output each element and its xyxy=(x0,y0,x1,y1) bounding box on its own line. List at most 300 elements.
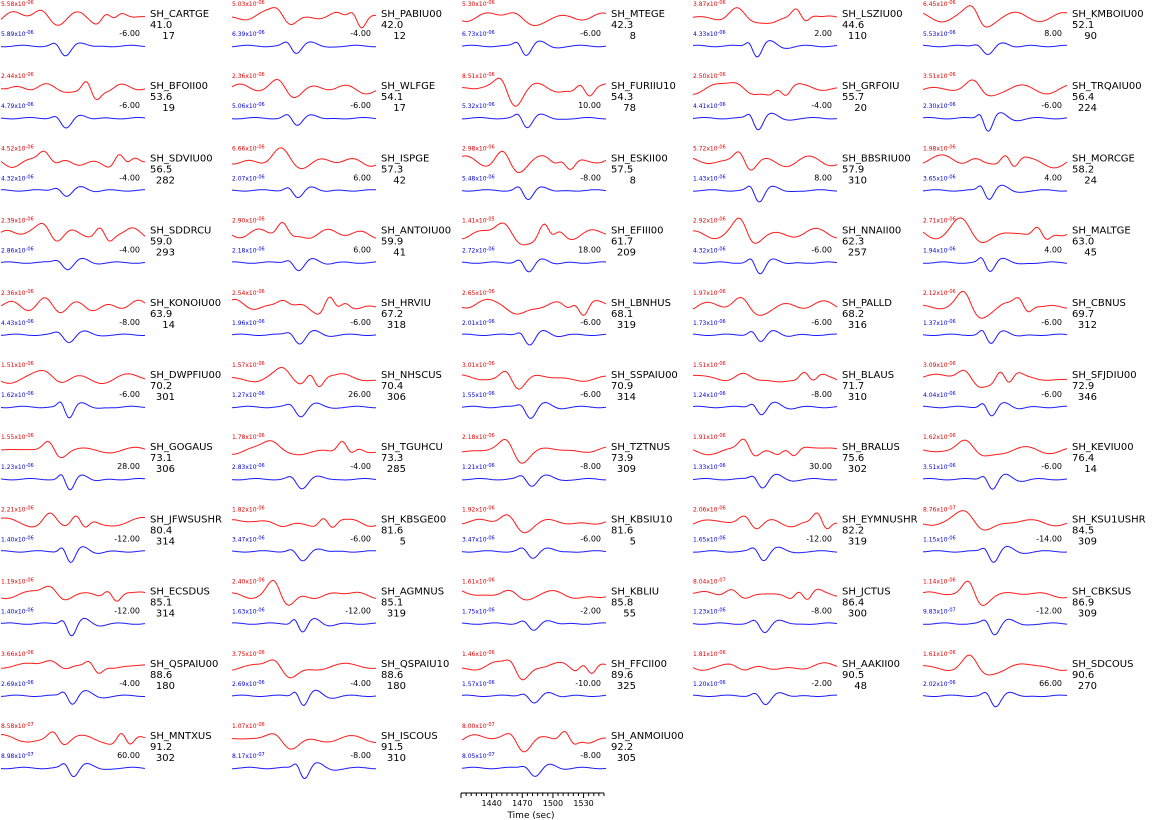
synthetic-trace xyxy=(923,619,1067,635)
observed-trace xyxy=(232,660,376,678)
time-shift-label: -6.00 xyxy=(350,101,371,111)
time-shift-label: -12.00 xyxy=(806,534,832,544)
station-name: SH_PALLD xyxy=(842,297,892,309)
station-name: SH_TZTNUS xyxy=(611,442,671,454)
synthetic-trace xyxy=(462,548,606,558)
station-name: SH_FFCII00 xyxy=(611,658,667,670)
distance-value: 85.1 xyxy=(381,597,404,609)
time-axis xyxy=(461,793,604,820)
station-panel xyxy=(232,144,429,197)
observed-trace xyxy=(1,661,145,674)
station-name: SH_AAKII00 xyxy=(842,658,901,670)
observed-trace xyxy=(232,519,376,528)
time-axis-label: Time (sec) xyxy=(507,811,555,820)
synthetic-amplitude-label: $1.55x10^{-06}$ xyxy=(462,391,495,399)
synthetic-trace xyxy=(693,547,837,561)
synthetic-amplitude-label: $3.47x10^{-06}$ xyxy=(232,535,265,544)
station-name: SH_QSPAIU00 xyxy=(150,658,219,670)
azimuth-value: 17 xyxy=(393,103,406,115)
synthetic-amplitude-label: $5.48x10^{-06}$ xyxy=(462,174,495,183)
observed-amplitude-label: $1.81x10^{-06}$ xyxy=(693,649,726,658)
azimuth-value: 45 xyxy=(1084,247,1097,259)
azimuth-value: 309 xyxy=(616,464,636,476)
station-panel xyxy=(462,217,664,272)
observed-amplitude-label: $2.90x10^{-06}$ xyxy=(232,216,265,225)
distance-value: 53.6 xyxy=(150,92,173,104)
synthetic-amplitude-label: $8.05x10^{-07}$ xyxy=(462,752,495,760)
time-shift-label: 26.00 xyxy=(348,390,371,399)
distance-value: 57.3 xyxy=(381,164,404,176)
azimuth-value: 314 xyxy=(155,536,175,548)
time-shift-label: 30.00 xyxy=(809,462,832,472)
synthetic-amplitude-label: $4.32x10^{-06}$ xyxy=(1,174,34,183)
observed-trace xyxy=(923,511,1067,530)
time-shift-label: -12.00 xyxy=(114,534,140,544)
time-shift-label: -4.00 xyxy=(119,173,140,183)
observed-trace xyxy=(232,297,376,314)
azimuth-value: 20 xyxy=(854,103,867,115)
azimuth-value: 8 xyxy=(629,31,636,42)
station-name: SH_KMBOIU00 xyxy=(1072,9,1144,20)
distance-value: 56.4 xyxy=(1072,92,1095,104)
station-panel xyxy=(462,361,678,418)
synthetic-trace xyxy=(462,331,606,346)
station-name: SH_EYMNUSHR xyxy=(842,514,918,526)
time-shift-label: -4.00 xyxy=(350,29,371,38)
station-panel xyxy=(693,217,901,274)
azimuth-value: 310 xyxy=(847,175,867,187)
distance-value: 70.4 xyxy=(381,381,404,392)
synthetic-amplitude-label: $5.06x10^{-06}$ xyxy=(232,102,265,111)
synthetic-trace xyxy=(693,41,837,57)
observed-amplitude-label: $1.98x10^{-06}$ xyxy=(923,144,956,153)
observed-trace xyxy=(693,83,837,96)
station-name: SH_NHSCUS xyxy=(381,370,442,381)
station-panel xyxy=(232,289,431,344)
synthetic-amplitude-label: $6.39x10^{-06}$ xyxy=(232,30,265,38)
observed-trace xyxy=(923,155,1067,168)
observed-trace xyxy=(693,298,837,316)
time-shift-label: -14.00 xyxy=(1036,534,1062,544)
station-panel xyxy=(1,650,218,704)
station-name: SH_GOGAUS xyxy=(150,442,213,454)
azimuth-value: 319 xyxy=(847,536,867,548)
station-name: SH_BFOII00 xyxy=(150,81,208,93)
synthetic-trace xyxy=(693,474,837,488)
synthetic-amplitude-label: $5.53x10^{-06}$ xyxy=(923,30,956,38)
synthetic-amplitude-label: $8.17x10^{-07}$ xyxy=(232,752,265,760)
time-tick-label: 1500 xyxy=(542,799,564,808)
observed-amplitude-label: $4.52x10^{-06}$ xyxy=(1,144,34,153)
station-panel xyxy=(232,722,438,779)
observed-trace xyxy=(1,151,145,167)
synthetic-amplitude-label: $1.65x10^{-06}$ xyxy=(693,535,726,544)
azimuth-value: 306 xyxy=(155,464,175,476)
station-name: SH_MALTGE xyxy=(1072,225,1131,237)
synthetic-amplitude-label: $2.86x10^{-06}$ xyxy=(1,246,34,255)
station-panel xyxy=(462,144,668,199)
distance-value: 52.1 xyxy=(1072,20,1095,31)
synthetic-amplitude-label: $1.63x10^{-06}$ xyxy=(232,607,265,616)
observed-amplitude-label: $1.14x10^{-06}$ xyxy=(923,577,956,586)
azimuth-value: 310 xyxy=(386,753,406,764)
synthetic-amplitude-label: $1.21x10^{-06}$ xyxy=(462,463,495,472)
azimuth-value: 346 xyxy=(1077,392,1097,403)
distance-value: 91.2 xyxy=(150,742,173,753)
distance-value: 85.1 xyxy=(150,597,173,609)
station-name: SH_CBNUS xyxy=(1072,297,1126,309)
station-name: SH_KBSIU10 xyxy=(611,514,673,526)
distance-value: 42.0 xyxy=(381,20,404,31)
station-panel xyxy=(232,0,442,53)
waveform-panels xyxy=(1,0,1146,779)
station-name: SH_KBSGE00 xyxy=(381,514,447,526)
synthetic-amplitude-label: $6.73x10^{-06}$ xyxy=(462,30,495,38)
observed-trace xyxy=(232,8,376,28)
station-panel xyxy=(1,505,222,562)
synthetic-amplitude-label: $1.40x10^{-06}$ xyxy=(1,607,34,616)
time-shift-label: 6.00 xyxy=(353,245,371,255)
synthetic-trace xyxy=(462,403,606,419)
distance-value: 70.2 xyxy=(150,381,173,392)
azimuth-value: 319 xyxy=(616,319,636,331)
distance-value: 92.2 xyxy=(611,742,634,753)
station-panel xyxy=(1,217,211,270)
station-name: SH_HRVIU xyxy=(381,297,431,309)
observed-trace xyxy=(462,590,606,600)
station-panel xyxy=(232,72,435,125)
synthetic-amplitude-label: $1.57x10^{-06}$ xyxy=(462,679,495,688)
observed-amplitude-label: $2.44x10^{-06}$ xyxy=(1,72,34,81)
observed-trace xyxy=(1,586,145,601)
time-shift-label: 28.00 xyxy=(117,462,140,472)
station-panel xyxy=(693,433,900,488)
observed-amplitude-label: $1.41x10^{-05}$ xyxy=(462,216,495,225)
azimuth-value: 319 xyxy=(386,608,406,620)
station-panel xyxy=(693,650,900,705)
distance-value: 86.9 xyxy=(1072,597,1095,609)
distance-value: 90.6 xyxy=(1072,669,1095,681)
synthetic-trace xyxy=(1,402,145,418)
station-name: SH_EFIII00 xyxy=(611,225,664,237)
distance-value: 75.6 xyxy=(842,453,865,465)
distance-value: 76.4 xyxy=(1072,453,1095,465)
observed-amplitude-label: $3.51x10^{-06}$ xyxy=(923,72,956,81)
distance-value: 57.5 xyxy=(611,164,634,176)
station-name: SH_ISPGE xyxy=(381,153,430,165)
synthetic-trace xyxy=(693,259,837,274)
observed-amplitude-label: $1.62x10^{-06}$ xyxy=(923,433,956,442)
observed-trace xyxy=(693,152,837,170)
azimuth-value: 314 xyxy=(616,392,636,403)
observed-amplitude-label: $1.19x10^{-06}$ xyxy=(1,577,34,586)
station-panel xyxy=(1,361,221,418)
time-shift-label: -6.00 xyxy=(1041,390,1062,399)
observed-trace xyxy=(923,80,1067,96)
station-panel xyxy=(462,578,659,631)
station-panel xyxy=(693,578,891,633)
observed-trace xyxy=(1,732,145,745)
observed-trace xyxy=(232,734,376,749)
time-shift-label: 60.00 xyxy=(117,751,140,760)
station-name: SH_TRQAIU00 xyxy=(1072,81,1142,93)
synthetic-trace xyxy=(693,693,837,705)
synthetic-amplitude-label: $4.43x10^{-06}$ xyxy=(1,318,34,327)
observed-amplitude-label: $1.51x10^{-06}$ xyxy=(693,361,726,369)
observed-amplitude-label: $2.98x10^{-06}$ xyxy=(462,144,495,153)
station-panel xyxy=(462,505,672,558)
observed-trace xyxy=(462,732,606,752)
time-shift-label: 4.00 xyxy=(1044,173,1062,183)
station-name: SH_KEVIU00 xyxy=(1072,442,1134,454)
distance-value: 63.0 xyxy=(1072,236,1095,248)
distance-value: 55.7 xyxy=(842,92,865,104)
station-name: SH_CARTGE xyxy=(150,9,210,20)
distance-value: 63.9 xyxy=(150,308,173,320)
azimuth-value: 90 xyxy=(1084,31,1097,42)
observed-amplitude-label: $5.58x10^{-06}$ xyxy=(1,0,34,8)
station-panel xyxy=(923,0,1144,54)
synthetic-amplitude-label: $1.20x10^{-06}$ xyxy=(693,679,726,688)
synthetic-trace xyxy=(693,402,837,415)
time-shift-label: 6.00 xyxy=(353,173,371,183)
azimuth-value: 8 xyxy=(629,175,636,187)
time-shift-label: 4.00 xyxy=(1044,245,1062,255)
azimuth-value: 318 xyxy=(386,319,406,331)
station-panel xyxy=(923,144,1135,199)
synthetic-amplitude-label: $1.73x10^{-06}$ xyxy=(693,318,726,327)
azimuth-value: 14 xyxy=(1084,464,1097,476)
station-name: SH_TGUHCU xyxy=(381,442,443,454)
station-name: SH_SSPAIU00 xyxy=(611,370,678,381)
distance-value: 70.9 xyxy=(611,381,634,392)
azimuth-value: 302 xyxy=(155,753,175,764)
synthetic-amplitude-label: $2.07x10^{-06}$ xyxy=(232,174,265,183)
synthetic-trace xyxy=(1,115,145,128)
distance-value: 58.2 xyxy=(1072,164,1095,176)
azimuth-value: 325 xyxy=(616,680,636,692)
time-shift-label: -12.00 xyxy=(1036,606,1062,616)
station-name: SH_DWPFIU00 xyxy=(150,370,222,381)
synthetic-trace xyxy=(462,764,606,776)
distance-value: 54.3 xyxy=(611,92,634,104)
azimuth-value: 42 xyxy=(393,175,406,187)
azimuth-value: 48 xyxy=(854,680,867,692)
station-panel xyxy=(1,722,212,777)
time-shift-label: -6.00 xyxy=(119,390,140,399)
station-name: SH_SDVIU00 xyxy=(150,153,213,165)
station-panel xyxy=(693,0,903,57)
station-panel xyxy=(923,217,1131,272)
synthetic-trace xyxy=(462,114,606,128)
station-panel xyxy=(923,289,1126,344)
synthetic-amplitude-label: $2.02x10^{-06}$ xyxy=(923,679,956,688)
time-shift-label: -12.00 xyxy=(114,606,140,616)
azimuth-value: 293 xyxy=(155,247,175,259)
synthetic-amplitude-label: $2.18x10^{-06}$ xyxy=(232,246,265,255)
observed-amplitude-label: $8.76x10^{-07}$ xyxy=(923,505,956,514)
synthetic-amplitude-label: $4.32x10^{-06}$ xyxy=(693,246,726,255)
observed-trace xyxy=(462,13,606,26)
station-panel xyxy=(693,72,899,130)
observed-trace xyxy=(462,223,606,245)
azimuth-value: 257 xyxy=(847,247,867,259)
station-panel xyxy=(462,0,665,56)
distance-value: 72.9 xyxy=(1072,381,1095,392)
synthetic-trace xyxy=(232,187,376,198)
azimuth-value: 301 xyxy=(155,392,175,403)
distance-value: 56.5 xyxy=(150,164,173,176)
synthetic-trace xyxy=(923,43,1067,55)
observed-trace xyxy=(1,371,145,384)
station-panel xyxy=(1,0,209,56)
observed-amplitude-label: $6.66x10^{-06}$ xyxy=(232,144,265,153)
station-name: SH_ANMOIU00 xyxy=(611,731,684,742)
synthetic-amplitude-label: $8.98x10^{-07}$ xyxy=(1,752,34,760)
observed-trace xyxy=(1,10,145,25)
time-shift-label: -4.00 xyxy=(811,101,832,111)
observed-trace xyxy=(1,223,145,241)
station-name: SH_GRFOIU xyxy=(842,81,900,93)
time-shift-label: -8.00 xyxy=(580,462,601,472)
station-name: SH_MNTXUS xyxy=(150,731,212,742)
azimuth-value: 12 xyxy=(393,31,406,42)
station-panel xyxy=(462,722,684,776)
time-shift-label: -8.00 xyxy=(350,751,371,760)
azimuth-value: 180 xyxy=(155,680,175,692)
observed-trace xyxy=(1,513,145,527)
station-name: SH_SDDRCU xyxy=(150,225,212,237)
synthetic-trace xyxy=(923,185,1067,199)
azimuth-value: 5 xyxy=(629,536,636,548)
synthetic-trace xyxy=(923,403,1067,416)
station-name: SH_CBKSUS xyxy=(1072,586,1132,598)
azimuth-value: 55 xyxy=(623,608,636,620)
observed-amplitude-label: $3.01x10^{-06}$ xyxy=(462,361,495,369)
distance-value: 57.9 xyxy=(842,164,865,176)
observed-trace xyxy=(1,82,145,100)
synthetic-amplitude-label: $2.69x10^{-06}$ xyxy=(1,679,34,688)
station-panel xyxy=(923,505,1146,562)
time-shift-label: 2.00 xyxy=(814,29,832,38)
observed-trace xyxy=(923,440,1067,456)
azimuth-value: 302 xyxy=(847,464,867,476)
synthetic-trace xyxy=(232,331,376,345)
azimuth-value: 305 xyxy=(616,753,636,764)
observed-trace xyxy=(923,6,1067,28)
synthetic-amplitude-label: $1.43x10^{-06}$ xyxy=(693,174,726,183)
observed-amplitude-label: $1.46x10^{-06}$ xyxy=(462,649,495,658)
distance-value: 54.1 xyxy=(381,92,404,104)
synthetic-trace xyxy=(462,41,606,55)
distance-value: 71.7 xyxy=(842,381,865,392)
station-panel xyxy=(232,505,446,560)
time-shift-label: -6.00 xyxy=(1041,462,1062,472)
observed-amplitude-label: $1.97x10^{-06}$ xyxy=(693,288,726,297)
synthetic-amplitude-label: $3.65x10^{-06}$ xyxy=(923,174,956,183)
synthetic-trace xyxy=(232,403,376,417)
observed-trace xyxy=(1,298,145,313)
observed-trace xyxy=(923,370,1067,387)
station-name: SH_QSPAIU10 xyxy=(381,658,450,670)
azimuth-value: 5 xyxy=(399,536,406,548)
time-shift-label: -6.00 xyxy=(119,101,140,111)
time-axis-ticks xyxy=(461,793,604,808)
distance-value: 69.7 xyxy=(1072,308,1095,320)
station-name: SH_KONOIU00 xyxy=(150,297,222,309)
synthetic-amplitude-label: $5.89x10^{-06}$ xyxy=(1,30,34,38)
synthetic-trace xyxy=(462,693,606,704)
synthetic-amplitude-label: $2.83x10^{-06}$ xyxy=(232,463,265,472)
synthetic-trace xyxy=(1,618,145,635)
station-panel xyxy=(462,650,667,703)
observed-trace xyxy=(232,223,376,239)
observed-amplitude-label: $8.51x10^{-06}$ xyxy=(462,72,495,81)
time-shift-label: -8.00 xyxy=(580,751,601,760)
observed-amplitude-label: $1.92x10^{-06}$ xyxy=(462,505,495,514)
station-panel xyxy=(693,505,918,560)
distance-value: 44.6 xyxy=(842,20,865,31)
observed-amplitude-label: $2.06x10^{-06}$ xyxy=(693,505,726,514)
observed-amplitude-label: $1.51x10^{-06}$ xyxy=(1,361,34,369)
time-shift-label: 8.00 xyxy=(1044,29,1062,38)
station-name: SH_FURIIU10 xyxy=(611,81,676,93)
observed-trace xyxy=(693,589,837,599)
observed-trace xyxy=(693,372,837,382)
distance-value: 84.5 xyxy=(1072,525,1095,537)
time-tick-label: 1440 xyxy=(481,799,502,808)
distance-value: 91.5 xyxy=(381,742,404,753)
observed-amplitude-label: $2.36x10^{-06}$ xyxy=(232,72,265,81)
synthetic-trace xyxy=(693,186,837,202)
synthetic-trace xyxy=(1,764,145,777)
azimuth-value: 24 xyxy=(1084,175,1097,187)
synthetic-amplitude-label: $1.62x10^{-06}$ xyxy=(1,391,34,399)
azimuth-value: 285 xyxy=(386,464,406,476)
azimuth-value: 41 xyxy=(393,247,406,259)
time-shift-label: -6.00 xyxy=(350,317,371,327)
distance-value: 88.6 xyxy=(150,669,173,681)
time-shift-label: -8.00 xyxy=(119,317,140,327)
synthetic-trace xyxy=(462,621,606,631)
azimuth-value: 309 xyxy=(1077,608,1097,620)
azimuth-value: 306 xyxy=(386,392,406,403)
observed-trace xyxy=(693,663,837,670)
observed-trace xyxy=(462,299,606,315)
time-shift-label: -4.00 xyxy=(350,678,371,688)
synthetic-trace xyxy=(232,619,376,633)
synthetic-amplitude-label: $3.47x10^{-06}$ xyxy=(462,535,495,544)
observed-amplitude-label: $2.39x10^{-06}$ xyxy=(1,216,34,225)
synthetic-trace xyxy=(923,546,1067,562)
synthetic-amplitude-label: $1.23x10^{-06}$ xyxy=(693,607,726,616)
station-name: SH_MTEGE xyxy=(611,9,665,20)
observed-trace xyxy=(462,371,606,389)
observed-amplitude-label: $2.65x10^{-06}$ xyxy=(462,288,495,297)
station-panel xyxy=(923,578,1131,635)
observed-amplitude-label: $2.71x10^{-06}$ xyxy=(923,216,956,225)
station-name: SH_SFJDIU00 xyxy=(1072,370,1137,381)
station-name: SH_MORCGE xyxy=(1072,153,1135,165)
synthetic-amplitude-label: $1.23x10^{-06}$ xyxy=(1,463,34,472)
station-panel xyxy=(232,578,444,632)
station-name: SH_JCTUS xyxy=(842,586,891,598)
station-name: SH_SDCOUS xyxy=(1072,658,1134,670)
distance-value: 82.2 xyxy=(842,525,865,537)
observed-amplitude-label: $3.87x10^{-06}$ xyxy=(693,0,726,8)
observed-amplitude-label: $2.21x10^{-06}$ xyxy=(1,505,34,514)
synthetic-amplitude-label: $2.01x10^{-06}$ xyxy=(462,318,495,327)
